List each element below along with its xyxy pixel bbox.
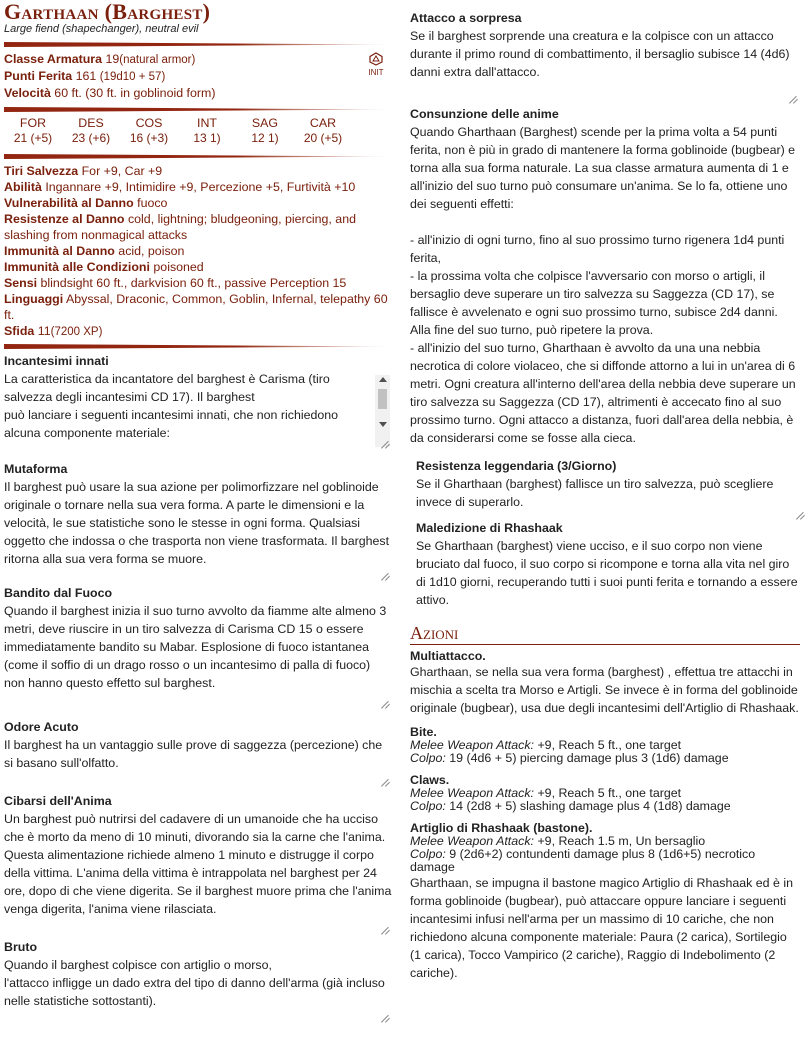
trait-mutaforma[interactable]: Mutaforma Il barghest può usare la sua azione per polimorfizzare nel goblinoide originale o tornare nella sua vera forma. A parte le dimensioni e la velocità, le sue statistiche sono le stesse in ogni forma. Qualsiasi oggetto che indossa o che trasporta non viene trasformata. Il barghest ritorna alla sua vera forma se muore. xyxy=(4,461,392,585)
resistances: Resistenze al Danno cold, lightning; bludgeoning, piercing, and slashing from nonmagical attacks xyxy=(4,212,356,242)
action-multiattack: Multiattacco. Gharthaan, se nella sua vera forma (barghest) , effettua tre attacchi in mischia a scelta tra Morso e Artigli. Se invece è in forma del goblinoide originale (bugbear), usa due degli incantesimi dell'Artiglio di Rhashaak. xyxy=(410,649,799,715)
divider xyxy=(4,42,392,47)
scroll-thumb[interactable] xyxy=(378,389,387,409)
resize-handle-icon[interactable] xyxy=(789,94,797,102)
ability-sag: SAG 12 1) xyxy=(251,116,279,145)
damage-immunities: Immunità al Danno acid, poison xyxy=(4,244,185,258)
trait-attacco-a-sorpresa[interactable]: Attacco a sorpresa Se il barghest sorprende una creatura e la colpisce con un attacco durante il primo round di combattimento, il bersaglio subisce 14 (4d6) danni extra dall'attacco. xyxy=(410,10,800,106)
ability-for: FOR 21 (+5) xyxy=(13,116,53,145)
trait-bandito-dal-fuoco[interactable]: Bandito dal Fuoco Quando il barghest inizia il suo turno avvolto da fiamme alte almeno 3 metri, deve riuscire in un tiro salvezza di Carisma CD 15 o essere immediatamente bandito su Mabar. Esplosione di fuoco istantanea (come il soffio di un drago rosso o un incantesimo di palla di fuoco) non hanno questo effetto sul barghest. xyxy=(4,585,392,709)
creature-name: Garthaan (Barghest) xyxy=(4,0,211,24)
vulnerabilities: Vulnerabilità al Danno fuoco xyxy=(4,196,168,210)
trait-innate-spellcasting[interactable]: Incantesimi innati La caratteristica da incantatore del barghest è Carisma (tiro salvezza degli incantesimi CD 17). Il barghest può lanciare i seguenti incantesimi innati, che non richiedono alcuna componente materiale: xyxy=(4,353,392,449)
saving-throws: Tiri Salvezza For +9, Car +9 xyxy=(4,164,163,178)
ability-int: INT 13 1) xyxy=(193,116,221,145)
trait-consunzione-delle-anime[interactable]: Consunzione delle anime Quando Gharthaan (Barghest) scende per la prima volta a 54 punti ferita, non è più in grado di mantenere la forma goblinoide (bugbear) e torna alla sua forma naturale. La sua classe armatura aumenta di 1 e all'inizio del suo turno può consumare un'anima. Se lo fa, ottiene uno dei seguenti effetti: - all'inizio di ogni turno, fino al suo prossimo turno rigenera 1d4 punti ferita, - la prossima volta che colpisce l'avversario con morso o artigli, il bersaglio deve superare un tiro salvezza su Saggezza (CD 17), se fallisce è avvelenato e ogni suo prossimo turno, subisce 2d4 danni. Alla fine del suo turno, può ripetere la prova. - all'inizio del suo turno, Gharthaan è avvolto da una una nebbia necrotica di colore violaceo, che si diffonde attorno a lui in un'area di 6 metri. Ogni creatura all'interno dell'area della nebbia deve superare un tiro salvezza su Saggezza (CD 17), altrimenti è accecato fino al suo prossimo turno. Ogni attacco a distanza, fuori dall'area della nebbia, è da considerarsi come se fosse alla cieca. xyxy=(410,107,796,445)
skills: Abilità Ingannare +9, Intimidire +9, Percezione +5, Furtività +10 xyxy=(4,180,356,194)
ability-cos: COS 16 (+3) xyxy=(129,116,169,145)
resize-handle-icon[interactable] xyxy=(381,777,389,785)
trait-resistenza-leggendaria[interactable]: Resistenza leggendaria (3/Giorno) Se il Gharthaan (barghest) fallisce un tiro salvezza, può scegliere invece di superarlo. xyxy=(416,458,800,520)
right-column xyxy=(410,0,800,982)
action-bite: Bite. Melee Weapon Attack: +9, Reach 5 ft., one target Colpo: 19 (4d6 + 5) piercing damage plus 3 (1d6) damage xyxy=(410,725,729,765)
hit-points: Punti Ferita 161 (19d10 + 57) xyxy=(4,69,166,83)
action-claws: Claws. Melee Weapon Attack: +9, Reach 5 ft., one target Colpo: 14 (2d8 + 5) slashing damage plus 4 (1d8) damage xyxy=(410,773,731,813)
speed: Velocità 60 ft. (30 ft. in goblinoid form) xyxy=(4,86,216,100)
divider xyxy=(4,107,392,112)
initiative-button[interactable]: INIT xyxy=(364,52,388,77)
resize-handle-icon[interactable] xyxy=(381,699,389,707)
trait-maledizione-di-rhashaak[interactable]: Maledizione di Rhashaak Se Gharthaan (barghest) viene ucciso, e il suo corpo non viene bruciato dal fuoco, il suo corpo si ricompone e torna alla vita nel giro di 1d10 giorni, recuperando tutti i suoi punti ferita e tornando a essere attivo. xyxy=(416,521,798,607)
creature-subtitle: Large fiend (shapechanger), neutral evil xyxy=(4,23,199,35)
armor-class: Classe Armatura 19(natural armor) xyxy=(4,52,196,66)
trait-cibarsi-dell-anima[interactable]: Cibarsi dell'Anima Un barghest può nutrirsi del cadavere di un umanoide che ha ucciso che è morto da meno di 10 minuti, divorando sia la carne che l'anima. Questa alimentazione richiede almeno 1 minuto e distrugge il corpo della vittima. L'anima della vittima è intrappolata nel barghest per 24 ore, dopo di che viene digerita. Se il barghest muore prima che l'anima venga digerita, l'anima viene rilasciata. xyxy=(4,793,392,937)
languages: Linguaggi Abyssal, Draconic, Common, Goblin, Infernal, telepathy 60 ft. xyxy=(4,292,388,322)
scrollbar[interactable] xyxy=(375,375,390,447)
trait-bruto[interactable]: Bruto Quando il barghest colpisce con artiglio o morso, l'attacco infligge un dado extra del tipo di danno dell'arma (già incluso nelle statistiche sottostanti). xyxy=(4,939,392,1021)
senses: Sensi blindsight 60 ft., darkvision 60 ft., passive Perception 15 xyxy=(4,276,347,290)
challenge: Sfida 11(7200 XP) xyxy=(4,324,103,338)
trait-odore-acuto[interactable]: Odore Acuto Il barghest ha un vantaggio sulle prove di saggezza (percezione) che si basano sull'olfatto. xyxy=(4,719,392,793)
ability-scores xyxy=(4,116,392,146)
d20-icon xyxy=(369,52,383,66)
action-artiglio-di-rhashaak: Artiglio di Rhashaak (bastone). Melee Weapon Attack: +9, Reach 1.5 m, Un bersaglio Colpo: 9 (2d6+2) contundenti damage plus 8 (1d6+5) necrotico damage Gharthaan, se impugna il bastone magico Artiglio di Rhashaak ed è in forma goblinoide (bugbear), può attaccare oppure lanciare i seguenti incantesimi infusi nell'arma per un massimo di 10 cariche, che non richiedono alcuna componente materiale: Paura (2 carica), Sortilegio (1 carica), Tocco Vampirico (2 cariche), Raggio di Indebolimento (2 cariche). xyxy=(410,821,793,980)
resize-handle-icon[interactable] xyxy=(381,1013,389,1021)
scroll-up-icon[interactable] xyxy=(379,377,387,382)
ability-car: CAR 20 (+5) xyxy=(303,116,343,145)
resize-handle-icon[interactable] xyxy=(381,571,389,579)
resize-handle-icon[interactable] xyxy=(796,510,804,518)
left-column xyxy=(4,0,392,1021)
divider xyxy=(4,154,392,159)
actions-heading: Azioni xyxy=(410,624,800,645)
divider xyxy=(4,344,392,349)
ability-des: DES 23 (+6) xyxy=(71,116,111,145)
properties xyxy=(4,163,392,340)
condition-immunities: Immunità alle Condizioni poisoned xyxy=(4,260,204,274)
scroll-down-icon[interactable] xyxy=(379,422,387,427)
resize-handle-icon[interactable] xyxy=(381,925,389,933)
resize-handle-icon[interactable] xyxy=(381,439,389,447)
